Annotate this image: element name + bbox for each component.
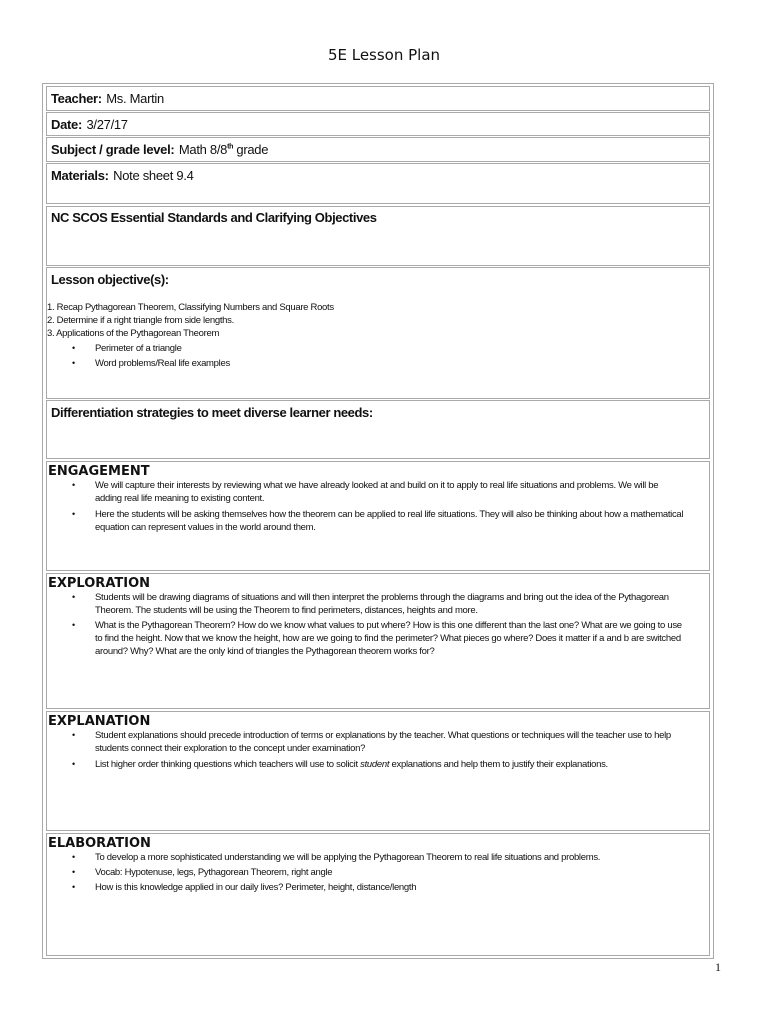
exploration-section [46,573,710,709]
differentiation-heading: Differentiation strategies to meet diverse learner needs: [51,405,373,420]
objectives-section [46,267,710,399]
list-item: • To develop a more sophisticated understanding we will be applying the Pythagorean Theorem to real life situations and problems. [72,852,601,863]
list-item: • Word problems/Real life examples [72,358,230,369]
list-item: • We will capture their interests by reviewing what we have already looked at and build on it to apply to real life situations and problems. We will be adding real life meaning to existing content. [72,480,659,504]
exploration-bullets [51,591,705,658]
materials-label: Materials: [51,168,109,183]
objective-item: 3. Applications of the Pythagorean Theorem [47,328,220,339]
standards-heading: NC SCOS Essential Standards and Clarifying Objectives [51,210,377,225]
date-row [46,112,710,136]
elaboration-section [46,833,710,956]
explanation-bullets [51,729,705,771]
engagement-bullets [51,479,705,534]
date-label: Date: [51,117,83,132]
list-item: • What is the Pythagorean Theorem? How do we know what values to put where? How is this one different than the last one? What are we going to use to find the height. Now that we know the height, how are we going to find the perimeter? What pieces go where? Does it matter if a and b are switched around? Why? What are the only kind of triangles the Pythagorean theorem works for? [72,620,682,657]
list-item: • Here the students will be asking themselves how the theorem can be applied to real life situations. They will also be thinking about how a mathematical equation can represent values in the world around them. [72,509,684,533]
elaboration-heading: ELABORATION [48,836,151,851]
elaboration-bullets [51,851,705,894]
exploration-heading: EXPLORATION [48,576,151,591]
objectives-list [47,301,705,340]
teacher-row [46,86,710,111]
list-item: • Vocab: Hypotenuse, legs, Pythagorean Theorem, right angle [72,867,333,878]
differentiation-section [46,400,710,459]
list-item: • How is this knowledge applied in our daily lives? Perimeter, height, distance/length [72,882,417,893]
objective-item: 2. Determine if a right triangle from side lengths. [47,315,234,326]
teacher-value: Ms. Martin [106,91,164,106]
list-item: • Students will be drawing diagrams of situations and will then interpret the problems through the diagrams and bring out the idea of the Pythagorean Theorem. The students will be using the Theorem to find perimeters, distances, heights and more. [72,592,669,616]
subject-label: Subject / grade level: [51,142,175,157]
explanation-heading: EXPLANATION [48,714,151,729]
document-title: 5E Lesson Plan [327,46,441,64]
explanation-section [46,711,710,831]
lesson-plan-table [42,83,714,959]
objective-item: 1. Recap Pythagorean Theorem, Classifying Numbers and Square Roots [47,302,334,313]
engagement-section [46,461,710,571]
materials-value: Note sheet 9.4 [113,168,194,183]
engagement-heading: ENGAGEMENT [48,464,150,479]
subject-value: Math 8/8th grade [178,142,269,157]
subject-row [46,137,710,162]
list-item: • Perimeter of a triangle [72,343,182,354]
materials-row [46,163,710,204]
objectives-bullets [51,342,705,370]
objectives-heading: Lesson objective(s): [51,272,169,287]
list-item: • Student explanations should precede introduction of terms or explanations by the teacher. What questions or techniques will the teacher use to help students connect their exploration to the concept under examination? [72,730,671,754]
teacher-label: Teacher: [51,91,102,106]
standards-section [46,206,710,266]
page-number: 1 [715,960,721,974]
list-item: • List higher order thinking questions which teachers will use to solicit student explanations and help them to justify their explanations. [72,759,608,770]
date-value: 3/27/17 [86,117,128,132]
